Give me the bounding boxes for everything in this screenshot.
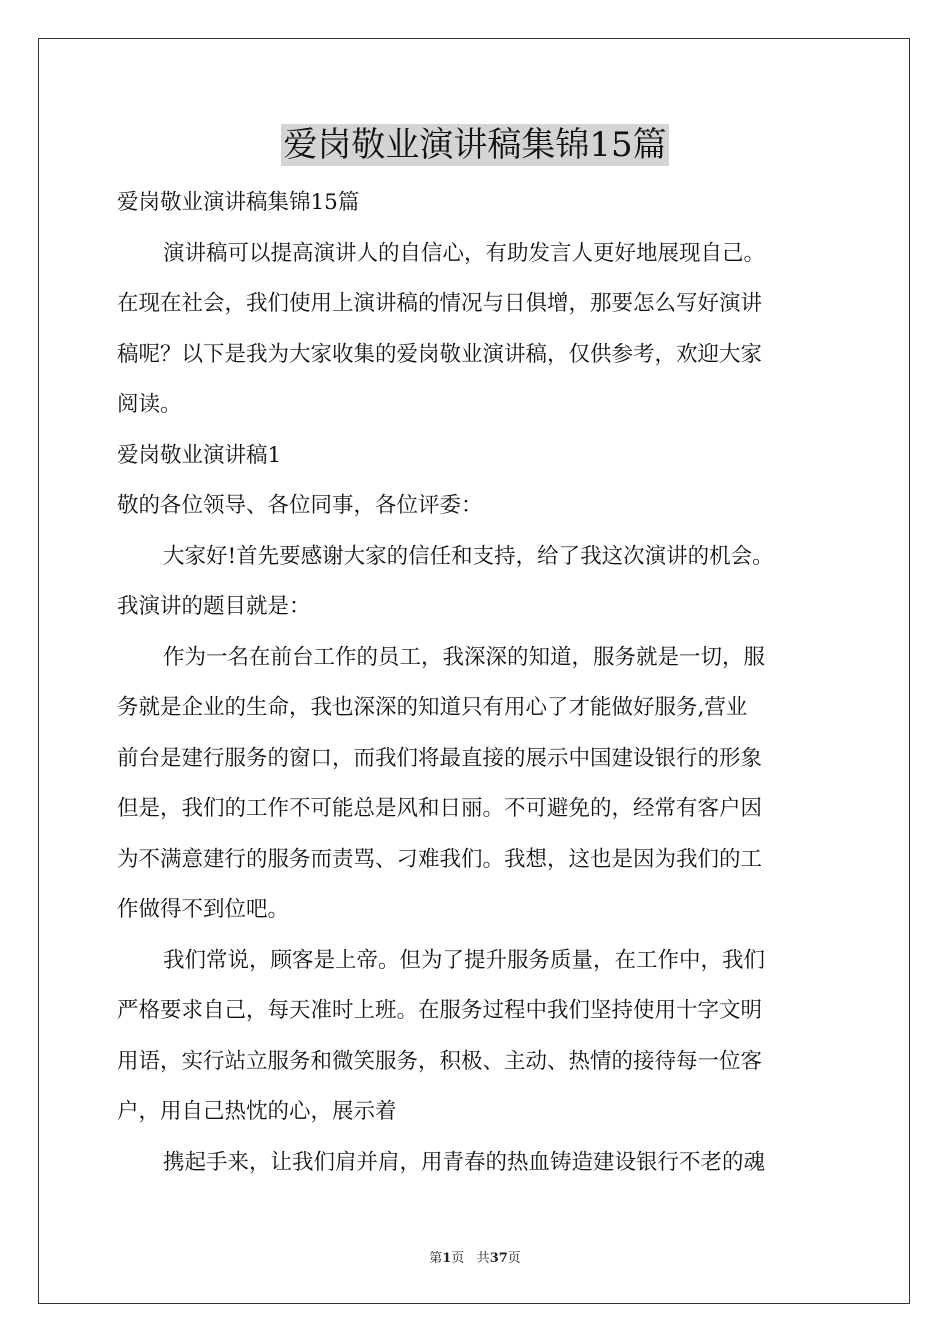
footer-total-prefix: 共 <box>476 1251 490 1266</box>
text-line: 务就是企业的生命，我也深深的知道只有用心了才能做好服务,营业 <box>117 695 748 720</box>
text-line: 作为一名在前台工作的员工，我深深的知道，服务就是一切，服 <box>163 644 766 670</box>
text-line: 爱岗敬业演讲稿集锦15篇 <box>117 190 360 215</box>
text-line: 携起手来，让我们肩并肩，用青春的热血铸造建设银行不老的魂 <box>163 1149 766 1175</box>
text-line: 我们常说，顾客是上帝。但为了提升服务质量，在工作中，我们 <box>163 947 766 973</box>
text-line: 严格要求自己，每天准时上班。在服务过程中我们坚持使用十字文明 <box>117 998 763 1023</box>
text-line: 演讲稿可以提高演讲人的自信心，有助发言人更好地展现自己。 <box>163 240 766 266</box>
title-container <box>0 124 950 166</box>
text-line: 大家好!首先要感谢大家的信任和支持，给了我这次演讲的机会。 <box>163 543 774 569</box>
footer-page-suffix: 页 <box>451 1251 465 1266</box>
document-title: 爱岗敬业演讲稿集锦15篇 <box>283 125 667 165</box>
document-body <box>117 178 847 1188</box>
text-line: 在现在社会，我们使用上演讲稿的情况与日俱增，那要怎么写好演讲 <box>117 291 763 316</box>
footer-page-prefix: 第 <box>429 1251 443 1266</box>
footer-page-number: 1 <box>442 1251 452 1266</box>
text-line: 敬的各位领导、各位同事，各位评委： <box>117 493 483 518</box>
text-line: 作做得不到位吧。 <box>117 897 290 922</box>
text-line: 前台是建行服务的窗口，而我们将最直接的展示中国建设银行的形象 <box>117 745 763 771</box>
text-line: 我演讲的题目就是： <box>117 594 311 619</box>
page-footer <box>0 1247 950 1266</box>
footer-total-pages: 37 <box>489 1251 508 1266</box>
text-line: 但是，我们的工作不可能总是风和日丽。不可避免的，经常有客户因 <box>117 796 763 821</box>
text-line: 阅读。 <box>117 392 182 417</box>
text-line: 户，用自己热忱的心，展示着 <box>117 1099 397 1124</box>
text-line: 稿呢？以下是我为大家收集的爱岗敬业演讲稿，仅供参考，欢迎大家 <box>117 341 763 367</box>
footer-total-suffix: 页 <box>507 1251 521 1266</box>
text-line: 爱岗敬业演讲稿1 <box>117 442 282 468</box>
text-line: 用语，实行站立服务和微笑服务，积极、主动、热情的接待每一位客 <box>117 1048 763 1074</box>
text-line: 为不满意建行的服务而责骂、刁难我们。我想，这也是因为我们的工 <box>117 846 763 872</box>
